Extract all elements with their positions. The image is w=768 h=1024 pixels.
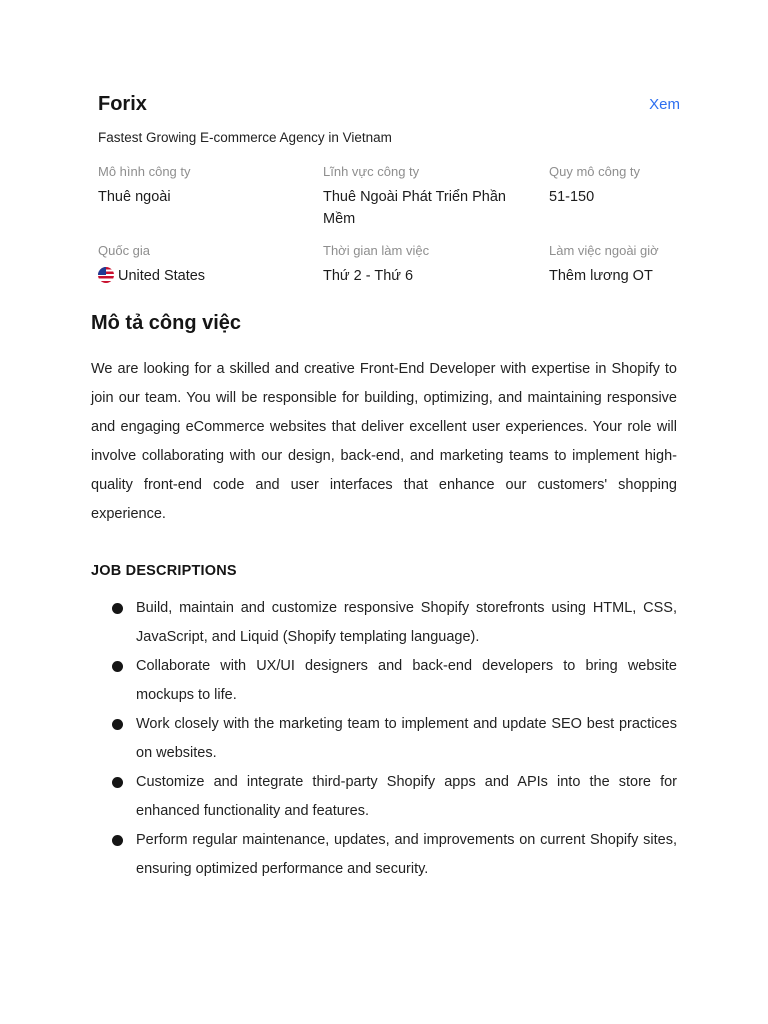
job-description-text: We are looking for a skilled and creative Front-End Developer with expertise in Shopify to join our team. You will be responsible for building, optimizing, and maintaining responsive and engaging eCommerce websites that deliver excellent user experiences. Your role will involve collaborating with our design, back-end, and marketing teams to implement high-quality front-end code and user interfaces that enhance our customers' shopping experience. <box>91 361 677 522</box>
bullet-icon <box>112 603 123 614</box>
list-item <box>112 652 677 710</box>
list-item-text: Build, maintain and customize responsive Shopify storefronts using HTML, CSS, JavaScript, and Liquid (Shopify templating language). <box>136 600 677 645</box>
company-country-value-row <box>98 265 308 287</box>
company-size-value: 51-150 <box>549 189 595 205</box>
company-worktime-value: Thứ 2 - Thứ 6 <box>323 268 414 284</box>
bullet-icon <box>112 777 123 788</box>
company-field-value: Thuê Ngoài Phát Triển Phần Mềm <box>323 189 506 227</box>
list-item <box>112 594 677 652</box>
list-item <box>112 710 677 768</box>
company-overtime <box>549 243 759 287</box>
job-description-title: Mô tả công việc <box>91 312 242 334</box>
company-field <box>323 164 533 230</box>
us-flag-icon <box>98 267 114 283</box>
list-item <box>112 826 677 884</box>
list-item-text: Perform regular maintenance, updates, and improvements on current Shopify sites, ensuring optimized performance and security. <box>136 832 677 877</box>
list-item-text: Collaborate with UX/UI designers and back-end developers to bring website mockups to life. <box>136 658 677 703</box>
company-size-label: Quy mô công ty <box>549 164 641 179</box>
company-header <box>98 92 680 145</box>
company-size <box>549 164 759 208</box>
company-model-value: Thuê ngoài <box>98 189 171 205</box>
company-country <box>98 243 308 287</box>
bullet-icon <box>112 661 123 672</box>
job-descriptions-heading: JOB DESCRIPTIONS <box>91 563 237 579</box>
company-overtime-value: Thêm lương OT <box>549 268 653 284</box>
company-country-value: United States <box>118 268 206 284</box>
company-worktime-label: Thời gian làm việc <box>323 243 430 258</box>
company-worktime <box>323 243 533 287</box>
company-country-label: Quốc gia <box>98 243 151 258</box>
company-model <box>98 164 308 208</box>
list-item-text: Work closely with the marketing team to implement and update SEO best practices on websites. <box>136 716 677 761</box>
company-model-label: Mô hình công ty <box>98 164 191 179</box>
company-overtime-label: Làm việc ngoài giờ <box>549 243 659 258</box>
bullet-icon <box>112 719 123 730</box>
bullet-icon <box>112 835 123 846</box>
view-company-link[interactable]: Xem <box>649 96 680 113</box>
list-item <box>112 768 677 826</box>
company-tagline: Fastest Growing E-commerce Agency in Vietnam <box>98 130 392 145</box>
job-descriptions-list <box>112 594 677 884</box>
list-item-text: Customize and integrate third-party Shopify apps and APIs into the store for enhanced functionality and features. <box>136 774 677 819</box>
company-field-label: Lĩnh vực công ty <box>323 164 420 179</box>
company-name: Forix <box>98 93 147 115</box>
